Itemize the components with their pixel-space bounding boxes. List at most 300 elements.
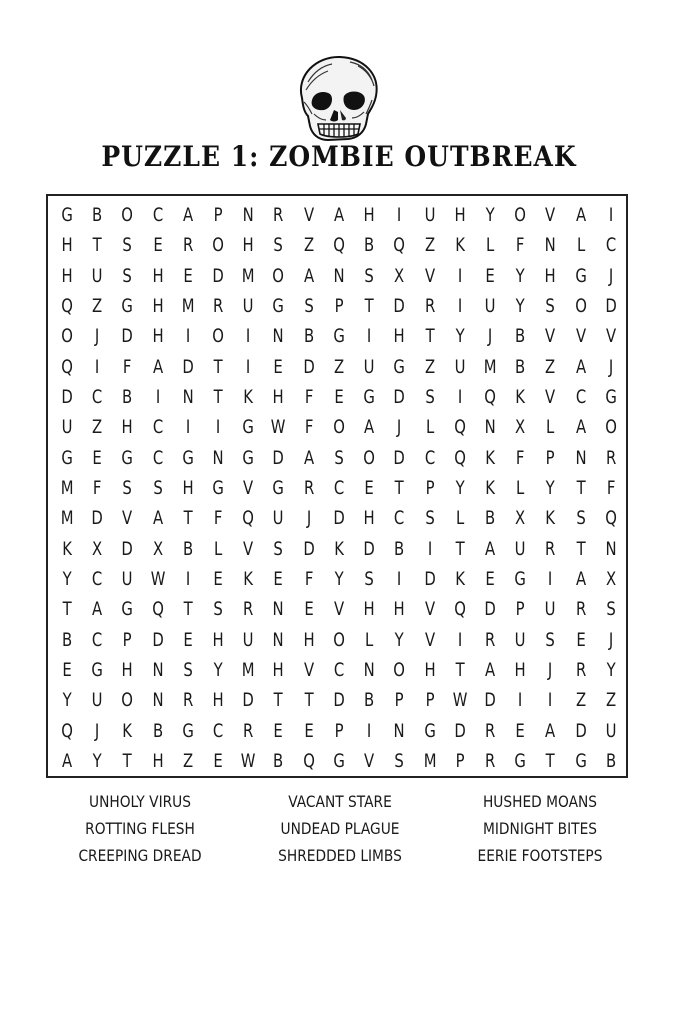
grid-letter[interactable]: Y (515, 295, 525, 318)
grid-letter[interactable]: H (152, 325, 164, 348)
grid-letter[interactable]: C (575, 386, 586, 409)
grid-letter[interactable]: T (304, 689, 314, 712)
grid-letter[interactable]: B (152, 719, 163, 742)
grid-letter[interactable]: Q (61, 355, 73, 378)
grid-letter[interactable]: B (303, 325, 314, 348)
grid-letter[interactable]: I (397, 567, 402, 590)
grid-letter[interactable]: D (121, 537, 134, 560)
grid-letter[interactable]: G (121, 446, 134, 469)
grid-letter[interactable]: E (273, 567, 284, 590)
grid-letter[interactable]: P (425, 476, 435, 499)
grid-letter[interactable]: X (152, 537, 163, 560)
grid-letter[interactable]: F (93, 476, 102, 499)
grid-letter[interactable]: G (61, 446, 73, 469)
grid-letter[interactable]: A (333, 204, 345, 227)
grid-letter[interactable]: H (272, 658, 285, 681)
grid-letter[interactable]: G (333, 749, 345, 772)
grid-letter[interactable]: N (273, 628, 285, 651)
grid-letter[interactable]: R (575, 658, 586, 681)
grid-letter[interactable]: I (457, 628, 463, 651)
grid-letter[interactable]: H (514, 658, 526, 681)
grid-letter[interactable]: G (272, 476, 285, 499)
grid-letter[interactable]: V (424, 264, 435, 287)
grid-letter[interactable]: N (152, 658, 164, 681)
grid-letter[interactable]: O (574, 295, 587, 318)
grid-letter[interactable]: M (241, 264, 255, 287)
grid-letter[interactable]: R (182, 234, 194, 257)
grid-letter[interactable]: Z (303, 234, 314, 257)
grid-letter[interactable]: H (393, 598, 405, 621)
grid-letter[interactable]: S (424, 507, 435, 530)
grid-letter[interactable]: I (155, 386, 160, 409)
grid-letter[interactable]: P (394, 689, 404, 712)
grid-letter[interactable]: G (121, 598, 134, 621)
grid-letter[interactable]: P (123, 628, 132, 651)
grid-letter[interactable]: Q (302, 749, 315, 772)
grid-letter[interactable]: Q (333, 234, 345, 257)
grid-letter[interactable]: K (485, 446, 495, 469)
grid-letter[interactable]: P (334, 295, 344, 318)
grid-letter[interactable]: Z (605, 689, 616, 712)
grid-letter[interactable]: K (334, 537, 344, 560)
grid-letter[interactable]: F (304, 567, 314, 590)
grid-letter[interactable]: A (545, 719, 556, 742)
grid-letter[interactable]: V (243, 537, 254, 560)
grid-letter[interactable]: F (123, 355, 132, 378)
grid-letter[interactable]: J (608, 355, 614, 378)
grid-letter[interactable]: Q (151, 598, 164, 621)
grid-letter[interactable]: C (92, 386, 103, 409)
grid-letter[interactable]: K (515, 386, 526, 409)
grid-letter[interactable]: Y (606, 658, 616, 681)
grid-letter[interactable]: U (242, 628, 254, 651)
grid-letter[interactable]: W (241, 749, 256, 772)
grid-letter[interactable]: U (61, 416, 73, 439)
grid-letter[interactable]: O (514, 204, 527, 227)
grid-letter[interactable]: E (304, 719, 314, 742)
grid-letter[interactable]: E (213, 749, 223, 772)
grid-letter[interactable]: G (182, 446, 194, 469)
grid-letter[interactable]: S (273, 537, 284, 560)
grid-letter[interactable]: I (246, 355, 251, 378)
grid-letter[interactable]: I (457, 264, 463, 287)
grid-letter[interactable]: R (484, 749, 496, 772)
grid-letter[interactable]: O (212, 234, 224, 257)
grid-letter[interactable]: D (333, 507, 345, 530)
grid-letter[interactable]: T (394, 476, 404, 499)
grid-letter[interactable]: I (215, 416, 221, 439)
grid-letter[interactable]: I (397, 204, 402, 227)
grid-letter[interactable]: R (273, 204, 284, 227)
grid-letter[interactable]: S (575, 507, 586, 530)
grid-letter[interactable]: K (62, 537, 72, 560)
grid-letter[interactable]: T (425, 325, 435, 348)
grid-letter[interactable]: U (91, 689, 103, 712)
grid-letter[interactable]: C (92, 567, 103, 590)
grid-letter[interactable]: S (304, 295, 314, 318)
grid-letter[interactable]: H (212, 628, 224, 651)
grid-letter[interactable]: E (515, 719, 525, 742)
grid-letter[interactable]: E (92, 446, 102, 469)
grid-letter[interactable]: D (303, 537, 315, 560)
grid-letter[interactable]: S (122, 234, 133, 257)
grid-letter[interactable]: H (61, 264, 73, 287)
grid-letter[interactable]: S (273, 234, 284, 257)
grid-letter[interactable]: M (60, 476, 74, 499)
grid-letter[interactable]: L (576, 234, 585, 257)
grid-letter[interactable]: H (454, 204, 466, 227)
grid-letter[interactable]: C (152, 446, 163, 469)
grid-letter[interactable]: C (152, 416, 163, 439)
grid-letter[interactable]: H (424, 658, 436, 681)
grid-letter[interactable]: N (152, 689, 164, 712)
grid-letter[interactable]: A (303, 446, 314, 469)
grid-letter[interactable]: B (122, 386, 133, 409)
grid-letter[interactable]: T (62, 598, 72, 621)
grid-letter[interactable]: H (363, 598, 375, 621)
grid-letter[interactable]: S (424, 386, 435, 409)
grid-letter[interactable]: V (303, 204, 314, 227)
grid-letter[interactable]: L (455, 507, 464, 530)
grid-letter[interactable]: A (575, 355, 586, 378)
grid-letter[interactable]: G (574, 264, 587, 287)
grid-letter[interactable]: V (333, 598, 345, 621)
grid-letter[interactable]: Y (455, 476, 465, 499)
grid-letter[interactable]: D (484, 598, 496, 621)
grid-letter[interactable]: R (243, 598, 254, 621)
grid-letter[interactable]: Y (485, 204, 495, 227)
grid-letter[interactable]: Y (545, 476, 555, 499)
grid-letter[interactable]: Z (333, 355, 345, 378)
grid-letter[interactable]: G (363, 386, 375, 409)
grid-letter[interactable]: Y (92, 749, 102, 772)
grid-letter[interactable]: Y (394, 628, 404, 651)
grid-letter[interactable]: B (182, 537, 194, 560)
grid-letter[interactable]: H (303, 628, 315, 651)
grid-letter[interactable]: N (393, 719, 405, 742)
grid-letter[interactable]: T (122, 749, 133, 772)
grid-letter[interactable]: U (514, 628, 526, 651)
grid-letter[interactable]: S (394, 749, 405, 772)
grid-letter[interactable]: Y (62, 689, 72, 712)
grid-letter[interactable]: C (333, 476, 345, 499)
grid-letter[interactable]: N (182, 386, 194, 409)
grid-letter[interactable]: Q (453, 446, 466, 469)
grid-letter[interactable]: R (545, 537, 556, 560)
grid-letter[interactable]: A (62, 749, 73, 772)
grid-letter[interactable]: O (393, 658, 406, 681)
grid-letter[interactable]: U (545, 598, 556, 621)
grid-letter[interactable]: D (333, 689, 345, 712)
grid-letter[interactable]: G (514, 749, 527, 772)
grid-letter[interactable]: F (515, 446, 525, 469)
grid-letter[interactable]: T (92, 234, 102, 257)
grid-letter[interactable]: J (306, 507, 311, 530)
grid-letter[interactable]: A (364, 416, 375, 439)
grid-letter[interactable]: T (183, 598, 193, 621)
grid-letter[interactable]: E (213, 567, 223, 590)
grid-letter[interactable]: K (122, 719, 133, 742)
grid-letter[interactable]: V (122, 507, 133, 530)
grid-letter[interactable]: T (183, 507, 193, 530)
grid-letter[interactable]: D (242, 689, 255, 712)
grid-letter[interactable]: D (393, 295, 406, 318)
grid-letter[interactable]: K (243, 567, 254, 590)
grid-letter[interactable]: R (605, 446, 617, 469)
grid-letter[interactable]: U (454, 355, 466, 378)
grid-letter[interactable]: R (424, 295, 435, 318)
grid-letter[interactable]: E (575, 628, 586, 651)
grid-letter[interactable]: G (333, 325, 345, 348)
grid-letter[interactable]: H (363, 204, 375, 227)
grid-letter[interactable]: A (303, 264, 314, 287)
grid-letter[interactable]: D (363, 537, 375, 560)
grid-letter[interactable]: A (575, 567, 586, 590)
grid-letter[interactable]: T (364, 295, 374, 318)
grid-letter[interactable]: S (122, 264, 133, 287)
grid-letter[interactable]: O (605, 416, 617, 439)
grid-letter[interactable]: H (544, 264, 557, 287)
grid-letter[interactable]: T (455, 537, 465, 560)
grid-letter[interactable]: E (304, 598, 314, 621)
grid-letter[interactable]: Z (424, 355, 435, 378)
grid-letter[interactable]: D (121, 325, 134, 348)
grid-letter[interactable]: G (242, 446, 255, 469)
grid-letter[interactable]: V (545, 386, 556, 409)
grid-letter[interactable]: N (544, 234, 557, 257)
grid-letter[interactable]: L (365, 628, 374, 651)
grid-letter[interactable]: A (182, 204, 194, 227)
grid-letter[interactable]: B (364, 689, 375, 712)
grid-letter[interactable]: H (152, 749, 164, 772)
grid-letter[interactable]: S (364, 567, 374, 590)
grid-letter[interactable]: C (333, 658, 345, 681)
grid-letter[interactable]: Y (515, 264, 525, 287)
grid-letter[interactable]: S (153, 476, 163, 499)
grid-letter[interactable]: V (605, 325, 616, 348)
grid-letter[interactable]: P (334, 719, 344, 742)
grid-letter[interactable]: S (545, 295, 556, 318)
grid-letter[interactable]: A (152, 355, 163, 378)
grid-letter[interactable]: P (213, 204, 223, 227)
grid-letter[interactable]: D (454, 719, 466, 742)
grid-letter[interactable]: D (152, 628, 164, 651)
grid-letter[interactable]: G (423, 719, 436, 742)
grid-letter[interactable]: S (213, 598, 223, 621)
grid-letter[interactable]: D (484, 689, 496, 712)
grid-letter[interactable]: A (152, 507, 163, 530)
grid-letter[interactable]: N (363, 658, 375, 681)
grid-letter[interactable]: G (574, 749, 587, 772)
grid-letter[interactable]: N (484, 416, 496, 439)
grid-letter[interactable]: E (273, 355, 284, 378)
grid-letter[interactable]: G (242, 416, 255, 439)
grid-letter[interactable]: I (185, 325, 191, 348)
grid-letter[interactable]: K (485, 476, 495, 499)
grid-letter[interactable]: Q (484, 386, 496, 409)
grid-letter[interactable]: S (334, 446, 344, 469)
grid-letter[interactable]: J (397, 416, 402, 439)
grid-letter[interactable]: G (182, 719, 194, 742)
grid-letter[interactable]: H (272, 386, 285, 409)
grid-letter[interactable]: G (91, 658, 104, 681)
grid-letter[interactable]: B (394, 537, 405, 560)
grid-letter[interactable]: E (183, 264, 193, 287)
grid-letter[interactable]: E (62, 658, 72, 681)
grid-letter[interactable]: L (214, 537, 223, 560)
grid-letter[interactable]: I (457, 386, 463, 409)
grid-letter[interactable]: Q (242, 507, 255, 530)
grid-letter[interactable]: M (241, 658, 255, 681)
grid-letter[interactable]: H (152, 295, 164, 318)
grid-letter[interactable]: U (91, 264, 103, 287)
grid-letter[interactable]: T (545, 749, 555, 772)
grid-letter[interactable]: S (364, 264, 374, 287)
grid-letter[interactable]: A (484, 658, 496, 681)
grid-letter[interactable]: Z (424, 234, 435, 257)
grid-letter[interactable]: M (423, 749, 437, 772)
grid-letter[interactable]: Z (92, 295, 103, 318)
grid-letter[interactable]: F (213, 507, 223, 530)
grid-letter[interactable]: L (425, 416, 434, 439)
grid-letter[interactable]: S (606, 598, 616, 621)
grid-letter[interactable]: U (484, 295, 496, 318)
grid-letter[interactable]: X (394, 264, 405, 287)
grid-letter[interactable]: G (61, 204, 73, 227)
grid-letter[interactable]: V (243, 476, 254, 499)
grid-letter[interactable]: H (61, 234, 73, 257)
grid-letter[interactable]: E (273, 719, 284, 742)
grid-letter[interactable]: D (182, 355, 194, 378)
grid-letter[interactable]: V (303, 658, 314, 681)
grid-letter[interactable]: N (333, 264, 345, 287)
grid-letter[interactable]: H (182, 476, 194, 499)
grid-letter[interactable]: D (272, 446, 285, 469)
grid-letter[interactable]: R (484, 719, 496, 742)
grid-letter[interactable]: T (274, 689, 284, 712)
grid-letter[interactable]: G (605, 386, 617, 409)
grid-letter[interactable]: I (518, 689, 523, 712)
grid-letter[interactable]: J (487, 325, 493, 348)
grid-letter[interactable]: H (212, 689, 224, 712)
grid-letter[interactable]: C (424, 446, 435, 469)
grid-letter[interactable]: B (62, 628, 73, 651)
grid-letter[interactable]: A (575, 204, 586, 227)
grid-letter[interactable]: M (60, 507, 74, 530)
grid-letter[interactable]: E (485, 264, 495, 287)
grid-letter[interactable]: X (515, 416, 526, 439)
grid-letter[interactable]: B (364, 234, 375, 257)
grid-letter[interactable]: L (516, 476, 525, 499)
grid-letter[interactable]: C (152, 204, 163, 227)
grid-letter[interactable]: A (575, 416, 586, 439)
grid-letter[interactable]: P (545, 446, 555, 469)
grid-letter[interactable]: I (367, 325, 372, 348)
grid-letter[interactable]: E (485, 567, 495, 590)
grid-letter[interactable]: P (425, 689, 435, 712)
grid-letter[interactable]: X (605, 567, 616, 590)
grid-letter[interactable]: U (122, 567, 133, 590)
grid-letter[interactable]: Y (62, 567, 72, 590)
grid-letter[interactable]: U (273, 507, 284, 530)
grid-letter[interactable]: Z (182, 749, 194, 772)
grid-letter[interactable]: E (183, 628, 193, 651)
grid-letter[interactable]: H (242, 234, 254, 257)
grid-letter[interactable]: O (212, 325, 224, 348)
grid-letter[interactable]: T (213, 355, 223, 378)
grid-letter[interactable]: B (273, 749, 284, 772)
grid-letter[interactable]: C (394, 507, 405, 530)
grid-letter[interactable]: Q (61, 295, 73, 318)
grid-letter[interactable]: L (546, 416, 555, 439)
grid-letter[interactable]: Z (92, 416, 103, 439)
grid-letter[interactable]: H (393, 325, 405, 348)
grid-letter[interactable]: R (575, 598, 586, 621)
grid-letter[interactable]: E (334, 386, 344, 409)
grid-letter[interactable]: B (515, 325, 526, 348)
grid-letter[interactable]: R (182, 689, 194, 712)
grid-letter[interactable]: U (514, 537, 526, 560)
grid-letter[interactable]: G (212, 476, 224, 499)
grid-letter[interactable]: I (548, 567, 553, 590)
grid-letter[interactable]: G (393, 355, 406, 378)
grid-letter[interactable]: K (454, 234, 465, 257)
grid-letter[interactable]: N (242, 204, 254, 227)
grid-letter[interactable]: N (575, 446, 587, 469)
grid-letter[interactable]: B (605, 749, 616, 772)
grid-letter[interactable]: L (485, 234, 495, 257)
grid-letter[interactable]: D (91, 507, 104, 530)
grid-letter[interactable]: P (515, 598, 525, 621)
grid-letter[interactable]: D (605, 295, 617, 318)
grid-letter[interactable]: P (455, 749, 465, 772)
grid-letter[interactable]: G (514, 567, 527, 590)
grid-letter[interactable]: V (364, 749, 375, 772)
grid-letter[interactable]: C (605, 234, 617, 257)
grid-letter[interactable]: D (393, 386, 406, 409)
grid-letter[interactable]: A (92, 598, 103, 621)
grid-letter[interactable]: Q (605, 507, 617, 530)
grid-letter[interactable]: D (303, 355, 315, 378)
grid-letter[interactable]: T (213, 386, 223, 409)
grid-letter[interactable]: D (61, 386, 73, 409)
grid-letter[interactable]: H (152, 264, 164, 287)
grid-letter[interactable]: H (363, 507, 375, 530)
grid-letter[interactable]: Y (455, 325, 465, 348)
grid-letter[interactable]: N (273, 598, 285, 621)
grid-letter[interactable]: S (183, 658, 193, 681)
grid-letter[interactable]: B (92, 204, 103, 227)
grid-letter[interactable]: O (121, 689, 134, 712)
grid-letter[interactable]: Y (334, 567, 344, 590)
grid-letter[interactable]: D (574, 719, 587, 742)
grid-letter[interactable]: J (608, 264, 614, 287)
grid-letter[interactable]: N (212, 446, 224, 469)
grid-letter[interactable]: V (545, 204, 556, 227)
grid-letter[interactable]: J (608, 628, 614, 651)
grid-letter[interactable]: D (212, 264, 224, 287)
grid-letter[interactable]: I (427, 537, 432, 560)
grid-letter[interactable]: N (273, 325, 285, 348)
grid-letter[interactable]: C (212, 719, 224, 742)
grid-letter[interactable]: V (424, 628, 435, 651)
grid-letter[interactable]: S (122, 476, 133, 499)
grid-letter[interactable]: A (484, 537, 496, 560)
grid-letter[interactable]: D (423, 567, 436, 590)
grid-letter[interactable]: D (393, 446, 406, 469)
grid-letter[interactable]: I (185, 416, 191, 439)
grid-letter[interactable]: Z (545, 355, 556, 378)
